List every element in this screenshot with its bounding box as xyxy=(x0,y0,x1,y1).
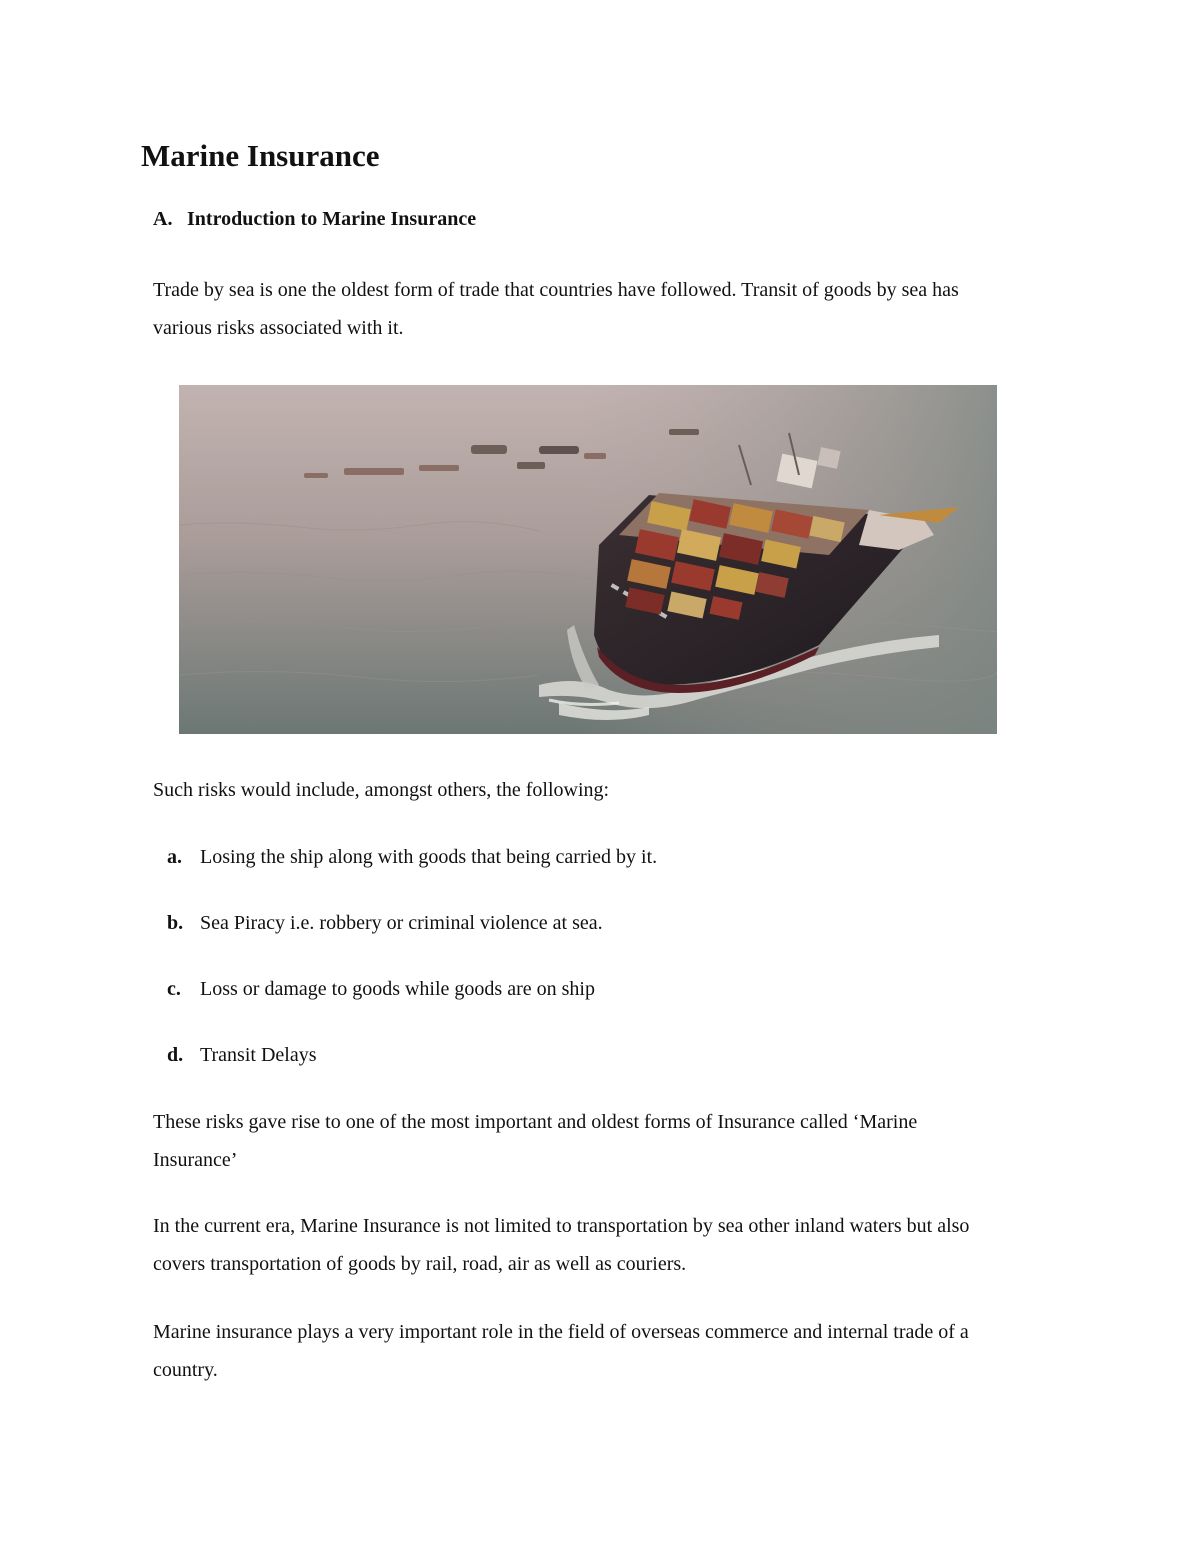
scope-paragraph: In the current era, Marine Insurance is not limited to transportation by sea other inland waters but also covers transportation of goods by rail, road, air as well as couriers. xyxy=(153,1215,970,1275)
list-item-text: Sea Piracy i.e. robbery or criminal violence at sea. xyxy=(200,912,603,934)
document-title: Marine Insurance xyxy=(141,138,380,173)
section-heading xyxy=(153,208,476,231)
role-paragraph: Marine insurance plays a very important role in the field of overseas commerce and internal trade of a country. xyxy=(153,1321,969,1381)
risks-intro: Such risks would include, amongst others, the following: xyxy=(153,779,610,801)
risk-list xyxy=(167,838,997,1102)
list-marker: b. xyxy=(167,912,184,934)
list-marker: c. xyxy=(167,978,181,1000)
list-item-text: Losing the ship along with goods that being carried by it. xyxy=(200,846,658,868)
section-heading-text: Introduction to Marine Insurance xyxy=(187,208,477,230)
list-item xyxy=(167,838,997,904)
list-item-text: Transit Delays xyxy=(200,1044,317,1066)
intro-paragraph: Trade by sea is one the oldest form of trade that countries have followed. Transit of goods by sea has various risks associated with it. xyxy=(153,279,959,339)
list-item-text: Loss or damage to goods while goods are on ship xyxy=(200,978,595,1000)
list-item xyxy=(167,904,997,970)
list-marker: d. xyxy=(167,1044,184,1066)
list-marker: a. xyxy=(167,846,182,868)
list-item xyxy=(167,1036,997,1102)
section-marker: A. xyxy=(153,208,173,230)
sinking-ship-photo xyxy=(179,385,997,734)
origin-paragraph: These risks gave rise to one of the most important and oldest forms of Insurance called ‘Marine Insurance’ xyxy=(153,1111,918,1171)
list-item xyxy=(167,970,997,1036)
